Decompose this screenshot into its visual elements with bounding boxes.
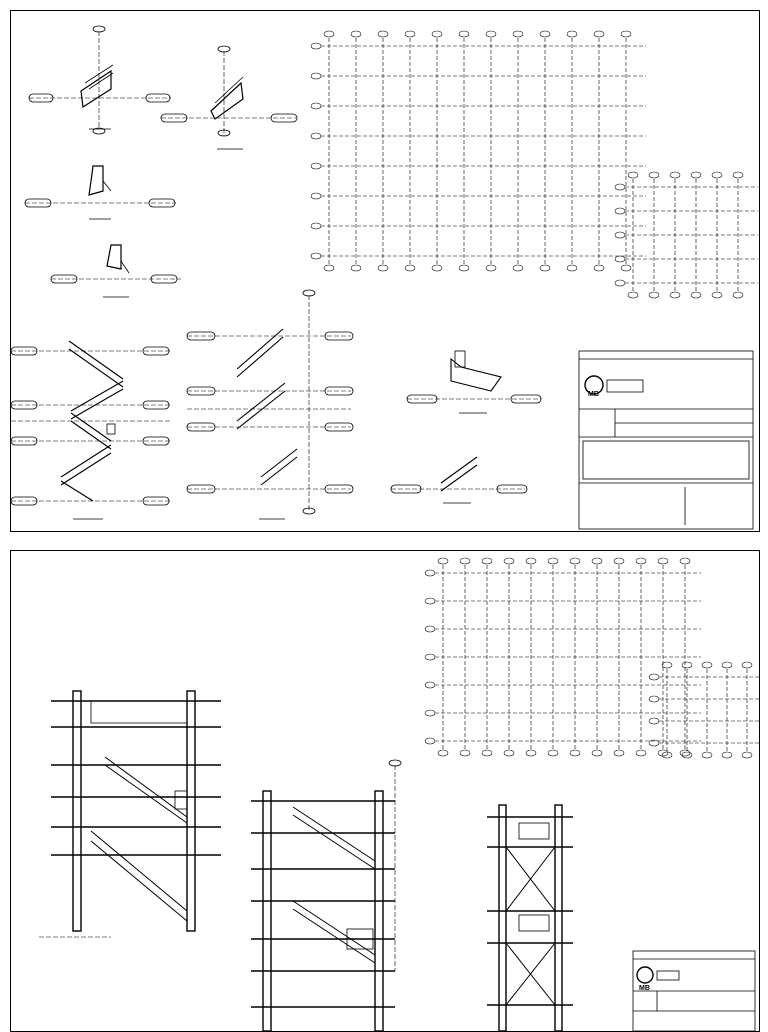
platform-detail-2 bbox=[391, 457, 527, 503]
title-block-1 bbox=[579, 351, 753, 529]
logo-mark: MB bbox=[588, 391, 599, 398]
stair-elevation-a bbox=[11, 341, 171, 519]
tower-elevation-3 bbox=[487, 805, 573, 1031]
stair-detail-4 bbox=[51, 245, 181, 297]
stair-detail-2 bbox=[161, 46, 297, 149]
stair-detail-3 bbox=[25, 166, 176, 219]
drawing-sheet-1 bbox=[10, 10, 760, 532]
tower-elevation-1 bbox=[39, 691, 221, 937]
sheet-2-drawing bbox=[11, 551, 759, 1031]
title-block-2 bbox=[633, 951, 755, 1031]
stair-elevation-b bbox=[187, 290, 353, 519]
tower-elevation-2 bbox=[251, 760, 401, 1031]
platform-detail-1 bbox=[407, 351, 541, 413]
key-plan-grid bbox=[425, 558, 759, 758]
sheet-1-drawing bbox=[11, 11, 759, 531]
key-plan-grid bbox=[311, 31, 758, 298]
logo-mark: MB bbox=[639, 985, 650, 992]
stair-detail-1 bbox=[29, 26, 171, 134]
drawing-sheet-2 bbox=[10, 550, 760, 1032]
